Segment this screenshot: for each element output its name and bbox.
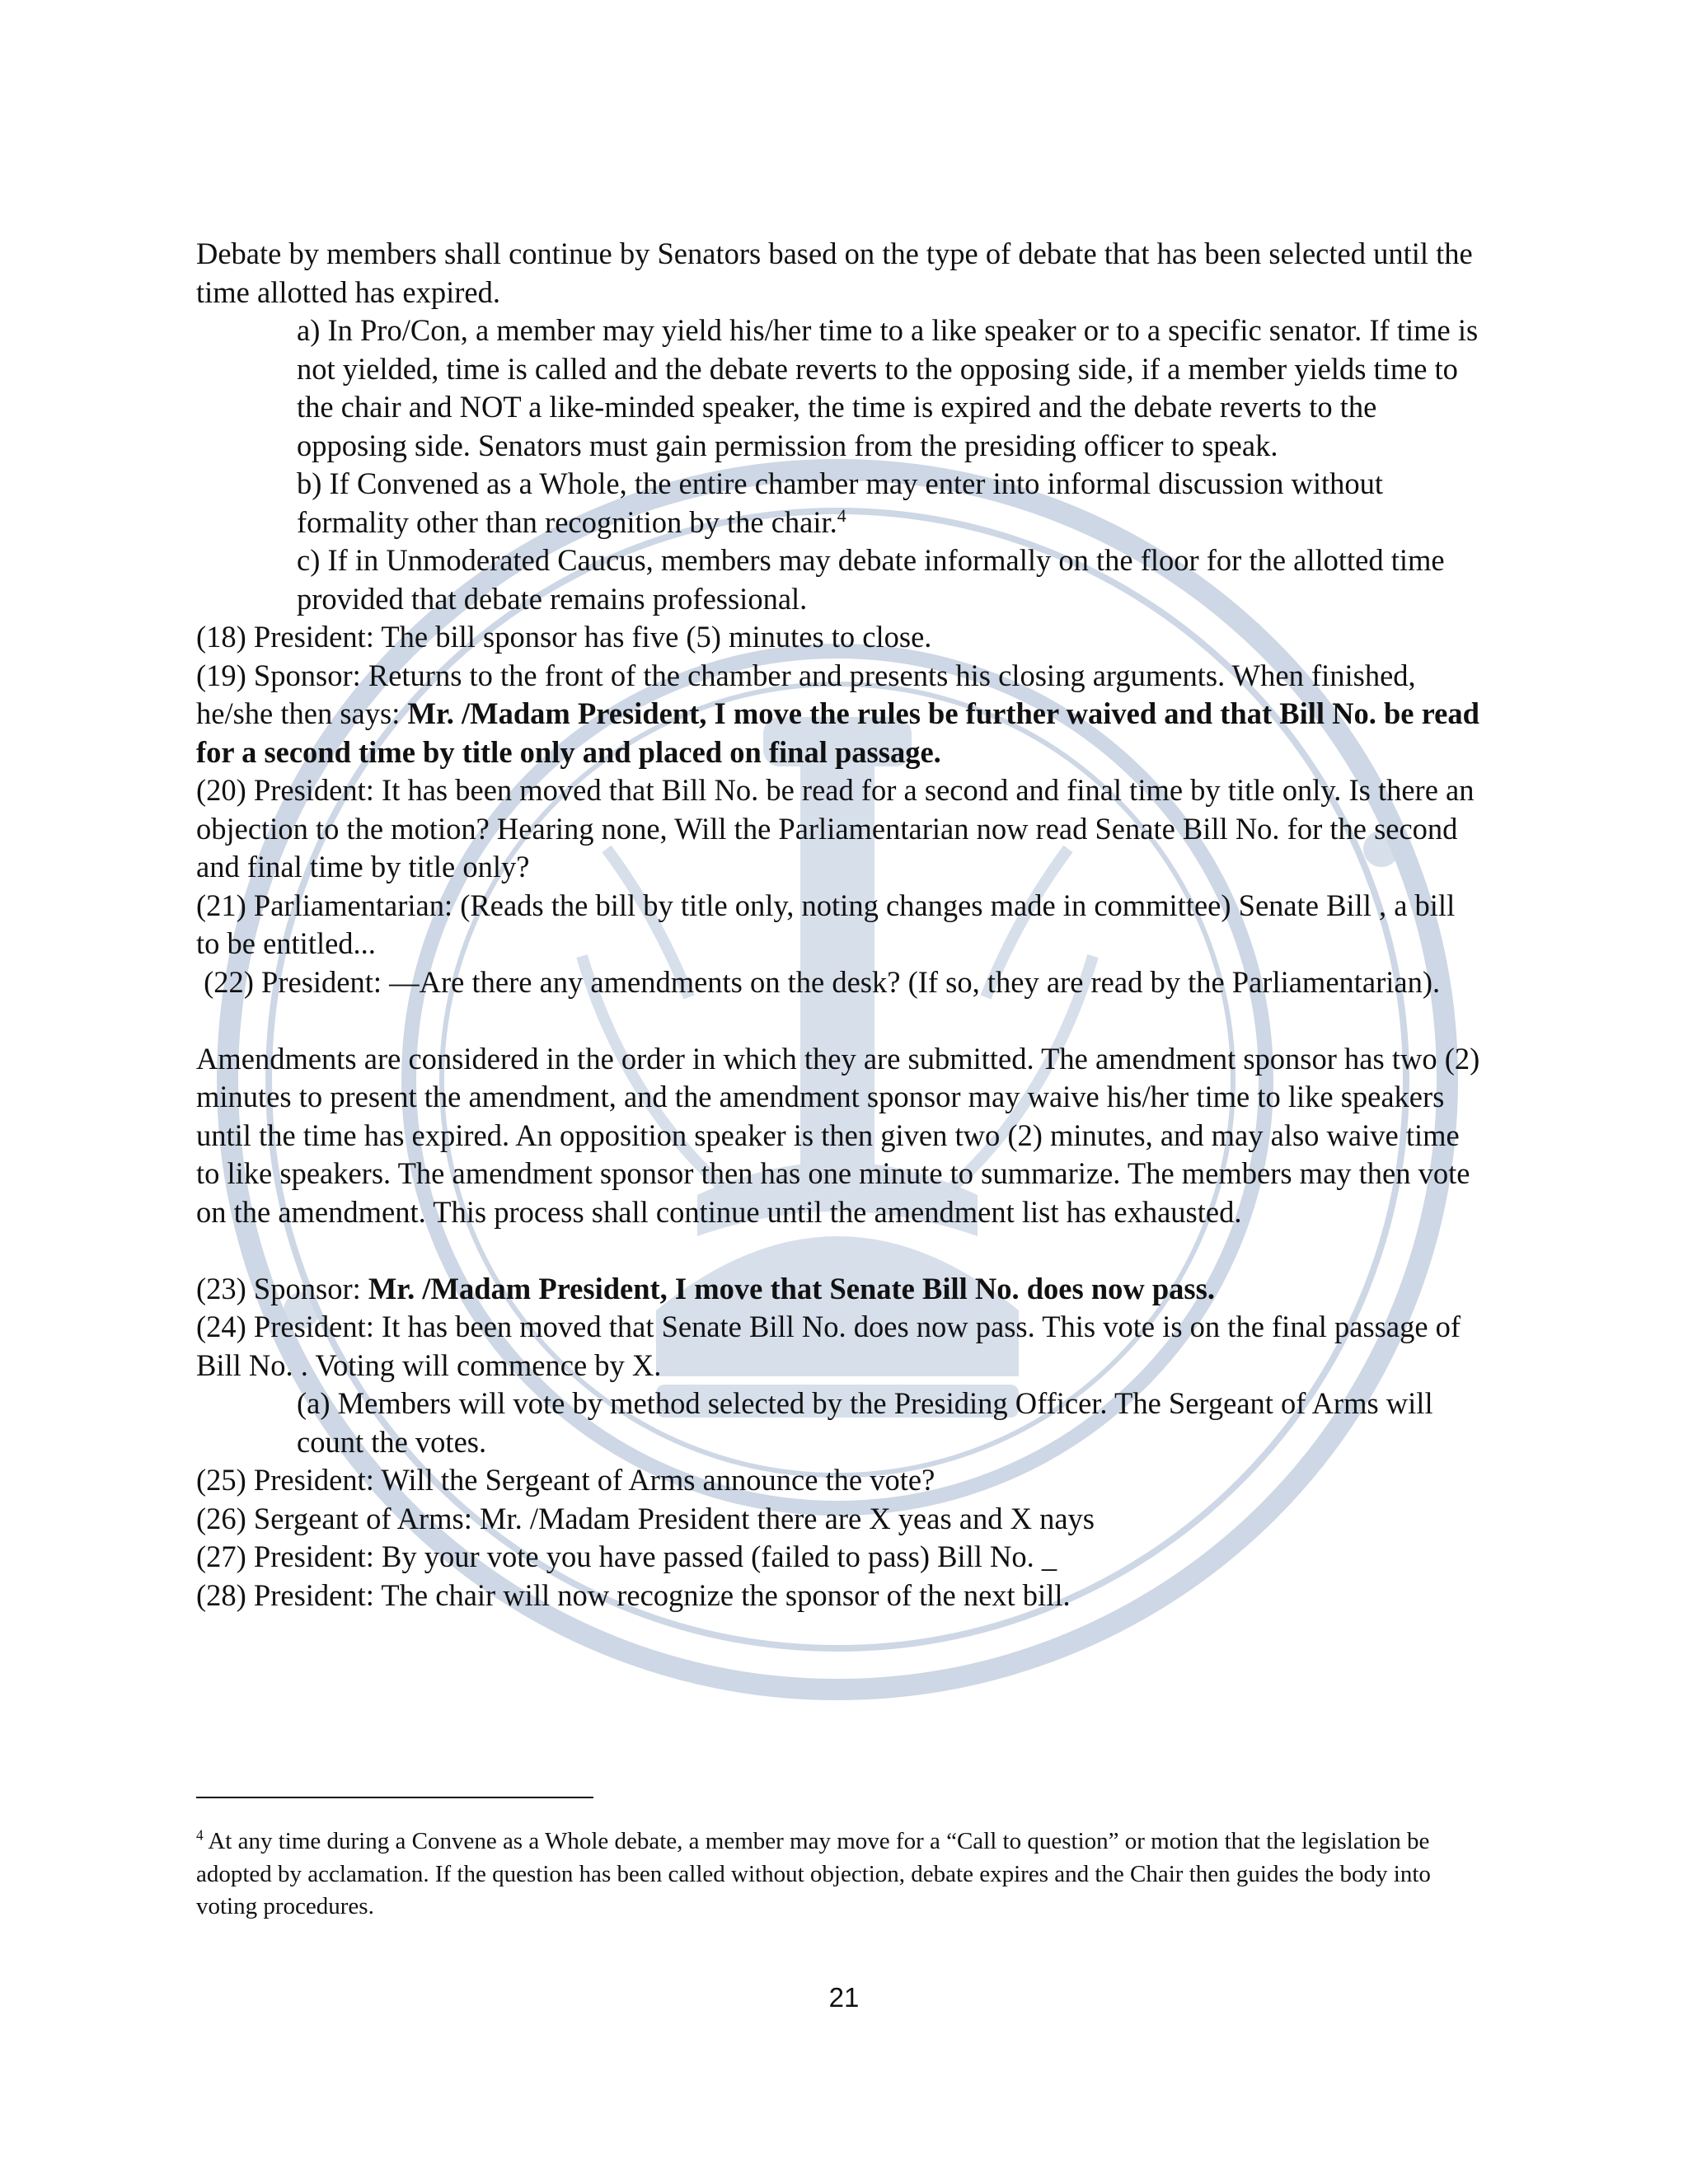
- footnote: [196, 1825, 1484, 1924]
- footnote-divider: [196, 1797, 593, 1798]
- step-23-text: (23) Sponsor:: [196, 1271, 368, 1305]
- step-26: (26) Sergeant of Arms: Mr. /Madam President there are X yeas and X nays: [196, 1501, 1095, 1535]
- amendments-paragraph: Amendments are considered in the order in which they are submitted. The amendment sponsor has two (2) minutes to present the amendment, and the amendment sponsor may waive his/her time to like speakers until the time has expired. An opposition speaker is then given two (2) minutes, and may also waive time to like speakers. The amendment sponsor then has one minute to summarize. The members may then vote on the amendment. This process shall continue until the amendment list has exhausted.: [196, 1041, 1480, 1229]
- step-18: (18) President: The bill sponsor has five (5) minutes to close.: [196, 620, 932, 654]
- step-24a: (a) Members will vote by method selected by the Presiding Officer. The Sergeant of Arms will count the votes.: [297, 1386, 1433, 1459]
- convene-whole-rule: [196, 465, 1484, 541]
- step-25: (25) President: Will the Sergeant of Arms announce the vote?: [196, 1463, 935, 1497]
- page-body: [196, 235, 1484, 1615]
- footnote-text: At any time during a Convene as a Whole debate, a member may move for a “Call to question” or motion that the legislation be adopted by acclamation. If the question has been called without objection, debate expires and the Chair then guides the body into voting procedures.: [196, 1828, 1437, 1919]
- step-19-motion: Mr. /Madam President, I move the rules be further waived and that Bill No. be read for a second time by title only and placed on final passage.: [196, 696, 1479, 769]
- unmoderated-caucus-rule: c) If in Unmoderated Caucus, members may debate informally on the floor for the allotted time provided that debate remains professional.: [297, 543, 1445, 616]
- step-28: (28) President: The chair will now recognize the sponsor of the next bill.: [196, 1577, 1071, 1612]
- step-27: (27) President: By your vote you have passed (failed to pass) Bill No. _: [196, 1540, 1057, 1573]
- debate-intro: Debate by members shall continue by Senators based on the type of debate that has been selected until the time allotted has expired.: [196, 237, 1473, 309]
- page-number: 21: [828, 1982, 860, 2013]
- pro-con-rule: a) In Pro/Con, a member may yield his/her time to a like speaker or to a specific senator. If time is not yielded, time is called and the debate reverts to the opposing side, if a member yields time to the chair and NOT a like-minded speaker, the time is expired and the debate reverts to the opposing side. Senators must gain permission from the presiding officer to speak.: [297, 313, 1479, 462]
- step-19-text: (19) Sponsor: Returns to the front of the chamber and presents his closing arguments. When finished, he/she then says:: [196, 658, 1416, 730]
- convene-whole-text: b) If Convened as a Whole, the entire chamber may enter into informal discussion without formality other than recognition by the chair.: [297, 466, 1384, 539]
- step-24: (24) President: It has been moved that Senate Bill No. does now pass. This vote is on the final passage of Bill No. . Voting will commence by X.: [196, 1310, 1461, 1382]
- footnote-reference: 4: [837, 504, 846, 526]
- step-21: (21) Parliamentarian: (Reads the bill by title only, noting changes made in committee) Senate Bill , a bill to be entitled...: [196, 888, 1456, 960]
- step-20: (20) President: It has been moved that Bill No. be read for a second and final time by title only. Is there an objection to the motion? Hearing none, Will the Parliamentarian now read Senate Bill No. for the second and final time by title only?: [196, 773, 1475, 883]
- step-22: (22) President: ―Are there any amendments on the desk? (If so, they are read by the Parliamentarian).: [196, 964, 1441, 999]
- step-23: [196, 1270, 1484, 1309]
- step-23-motion: Mr. /Madam President, I move that Senate Bill No. does now pass.: [368, 1271, 1215, 1305]
- step-19: [196, 657, 1484, 772]
- footnote-marker: 4: [196, 1826, 204, 1844]
